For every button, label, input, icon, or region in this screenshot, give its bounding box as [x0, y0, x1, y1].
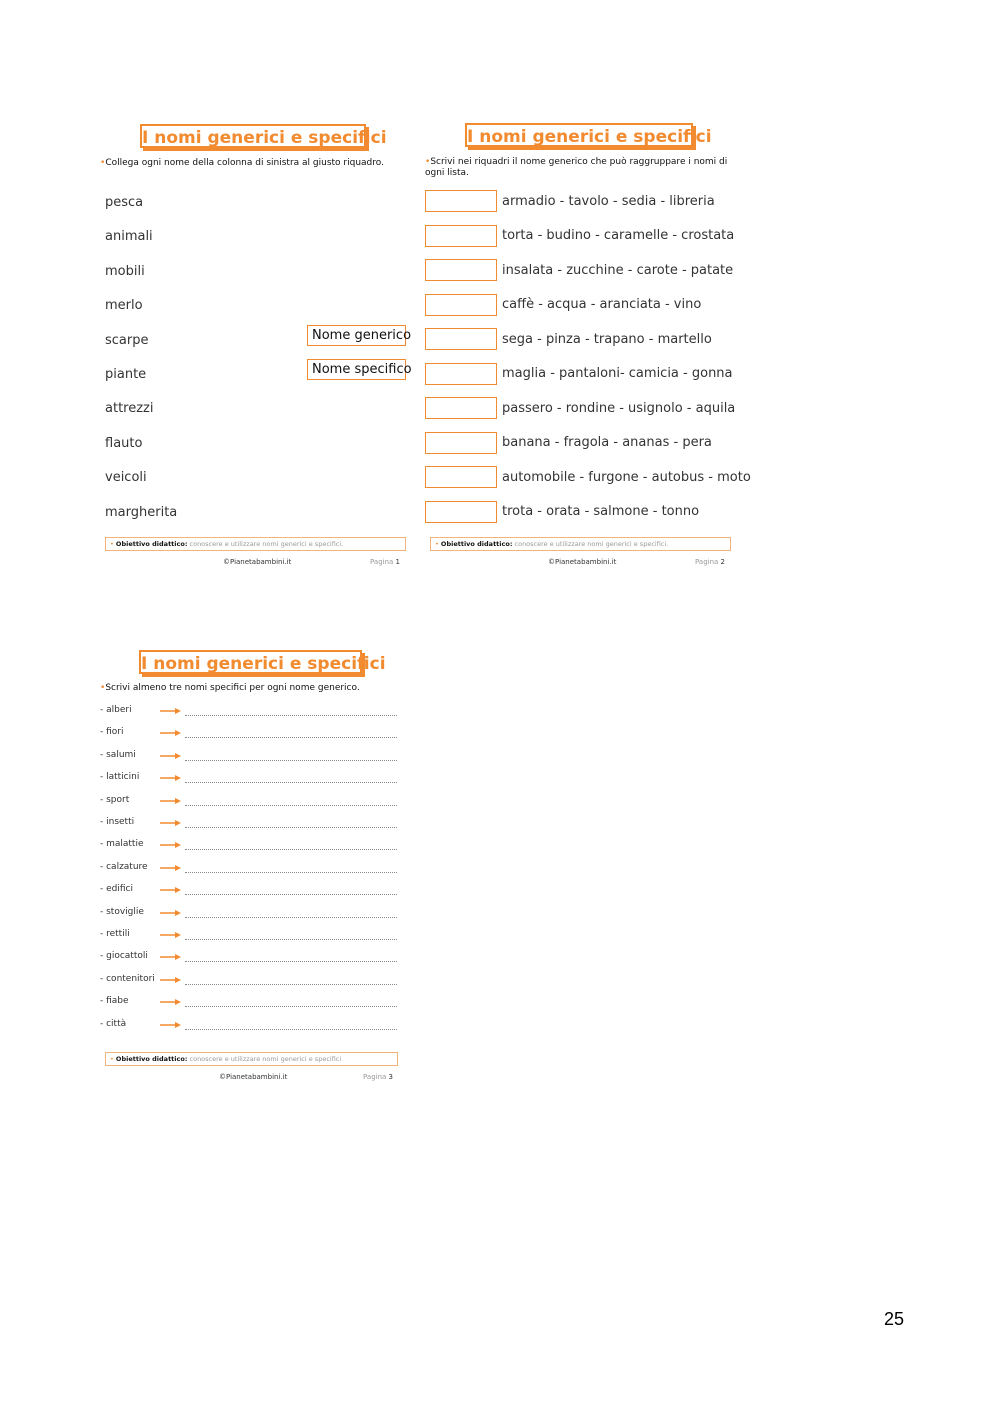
answer-line[interactable]	[185, 848, 397, 850]
specific-name-box[interactable]: Nome specifico	[307, 359, 406, 380]
page3-page-number: Pagina 3	[363, 1073, 394, 1081]
answer-line[interactable]	[185, 983, 397, 985]
bullet-icon: •	[100, 683, 106, 693]
answer-box[interactable]	[425, 328, 497, 350]
page3-copyright: ©Pianetabambini.it	[219, 1073, 288, 1081]
page3-title: I nomi generici e specifici	[139, 650, 362, 674]
p2-list: banana - fragola - ananas - pera	[502, 435, 712, 450]
answer-box[interactable]	[425, 225, 497, 247]
answer-line[interactable]	[185, 871, 397, 873]
p1-word: attrezzi	[105, 401, 154, 416]
page1-title: I nomi generici e specifici	[140, 124, 366, 148]
p1-word: merlo	[105, 298, 143, 313]
answer-line[interactable]	[185, 781, 397, 783]
generic-name-item: - fiori	[100, 727, 124, 738]
p1-word: flauto	[105, 436, 143, 451]
page2-instruction: •Scrivi nei riquadri il nome generico che può raggruppare i nomi di ogni lista.	[425, 157, 728, 178]
page1-page-number: Pagina 1	[370, 558, 401, 566]
generic-name-item: - fiabe	[100, 996, 129, 1007]
arrow-right-icon	[160, 707, 182, 715]
page2-title: I nomi generici e specifici	[465, 123, 693, 147]
answer-line[interactable]	[185, 804, 397, 806]
answer-line[interactable]	[185, 759, 397, 761]
arrow-right-icon	[160, 797, 182, 805]
page3-objective: • Obiettivo didattico: conoscere e utilizzare nomi generici e specifici	[105, 1052, 398, 1066]
generic-name-item: - edifici	[100, 884, 133, 895]
answer-box[interactable]	[425, 363, 497, 385]
arrow-right-icon	[160, 774, 182, 782]
page1-instruction: •Collega ogni nome della colonna di sinistra al giusto riquadro.	[100, 158, 384, 168]
arrow-right-icon	[160, 998, 182, 1006]
arrow-right-icon	[160, 886, 182, 894]
answer-box[interactable]	[425, 190, 497, 212]
arrow-right-icon	[160, 841, 182, 849]
answer-line[interactable]	[185, 736, 397, 738]
answer-box[interactable]	[425, 432, 497, 454]
answer-line[interactable]	[185, 893, 397, 895]
p2-list: trota - orata - salmone - tonno	[502, 504, 700, 519]
arrow-right-icon	[160, 976, 182, 984]
p2-list: caffè - acqua - aranciata - vino	[502, 297, 702, 312]
generic-name-item: - latticini	[100, 772, 140, 783]
answer-box[interactable]	[425, 466, 497, 488]
generic-name-item: - stoviglie	[100, 906, 144, 917]
answer-box[interactable]	[425, 501, 497, 523]
generic-name-item: - città	[100, 1018, 127, 1029]
generic-name-item: - sport	[100, 794, 130, 805]
generic-name-item: - salumi	[100, 749, 136, 760]
generic-name-box[interactable]: Nome generico	[307, 325, 406, 346]
p1-word: margherita	[105, 505, 178, 520]
answer-line[interactable]	[185, 916, 397, 918]
arrow-right-icon	[160, 931, 182, 939]
page2-page-number: Pagina 2	[695, 558, 726, 566]
p1-word: scarpe	[105, 333, 149, 348]
arrow-right-icon	[160, 953, 182, 961]
p2-list: armadio - tavolo - sedia - libreria	[502, 194, 715, 209]
bullet-icon: •	[100, 158, 106, 168]
answer-box[interactable]	[425, 397, 497, 419]
generic-name-item: - calzature	[100, 861, 148, 872]
arrow-right-icon	[160, 752, 182, 760]
generic-name-item: - malattie	[100, 839, 144, 850]
p1-word: piante	[105, 367, 147, 382]
p1-word: animali	[105, 229, 153, 244]
document-page-number: 25	[884, 1309, 905, 1329]
p2-list: torta - budino - caramelle - crostata	[502, 228, 735, 243]
page2-objective: • Obiettivo didattico: conoscere e utilizzare nomi generici e specifici.	[430, 537, 731, 551]
p1-word: pesca	[105, 195, 144, 210]
arrow-right-icon	[160, 729, 182, 737]
answer-line[interactable]	[185, 826, 397, 828]
answer-line[interactable]	[185, 960, 397, 962]
answer-line[interactable]	[185, 714, 397, 716]
generic-name-item: - giocattoli	[100, 951, 148, 962]
generic-name-item: - rettili	[100, 929, 130, 939]
answer-box[interactable]	[425, 294, 497, 316]
generic-name-item: - insetti	[100, 817, 135, 827]
page1-objective: • Obiettivo didattico: conoscere e utilizzare nomi generici e specifici.	[105, 537, 406, 551]
p2-list: maglia - pantaloni- camicia - gonna	[502, 366, 733, 381]
p2-list: passero - rondine - usignolo - aquila	[502, 401, 736, 416]
answer-line[interactable]	[185, 1028, 397, 1030]
arrow-right-icon	[160, 909, 182, 917]
bullet-icon: •	[425, 157, 431, 167]
page2-copyright: ©Pianetabambini.it	[548, 558, 617, 566]
generic-name-item: - alberi	[100, 705, 132, 715]
arrow-right-icon	[160, 819, 182, 827]
answer-line[interactable]	[185, 1005, 397, 1007]
p1-word: veicoli	[105, 470, 147, 485]
answer-line[interactable]	[185, 938, 397, 940]
page3-instruction: •Scrivi almeno tre nomi specifici per ogni nome generico.	[100, 683, 360, 693]
p2-list: automobile - furgone - autobus - moto	[502, 470, 751, 485]
p2-list: insalata - zucchine - carote - patate	[502, 263, 734, 278]
arrow-right-icon	[160, 1021, 182, 1029]
generic-name-item: - contenitori	[100, 973, 155, 984]
page1-copyright: ©Pianetabambini.it	[223, 558, 292, 566]
arrow-right-icon	[160, 864, 182, 872]
p2-list: sega - pinza - trapano - martello	[502, 332, 712, 347]
answer-box[interactable]	[425, 259, 497, 281]
p1-word: mobili	[105, 264, 145, 279]
